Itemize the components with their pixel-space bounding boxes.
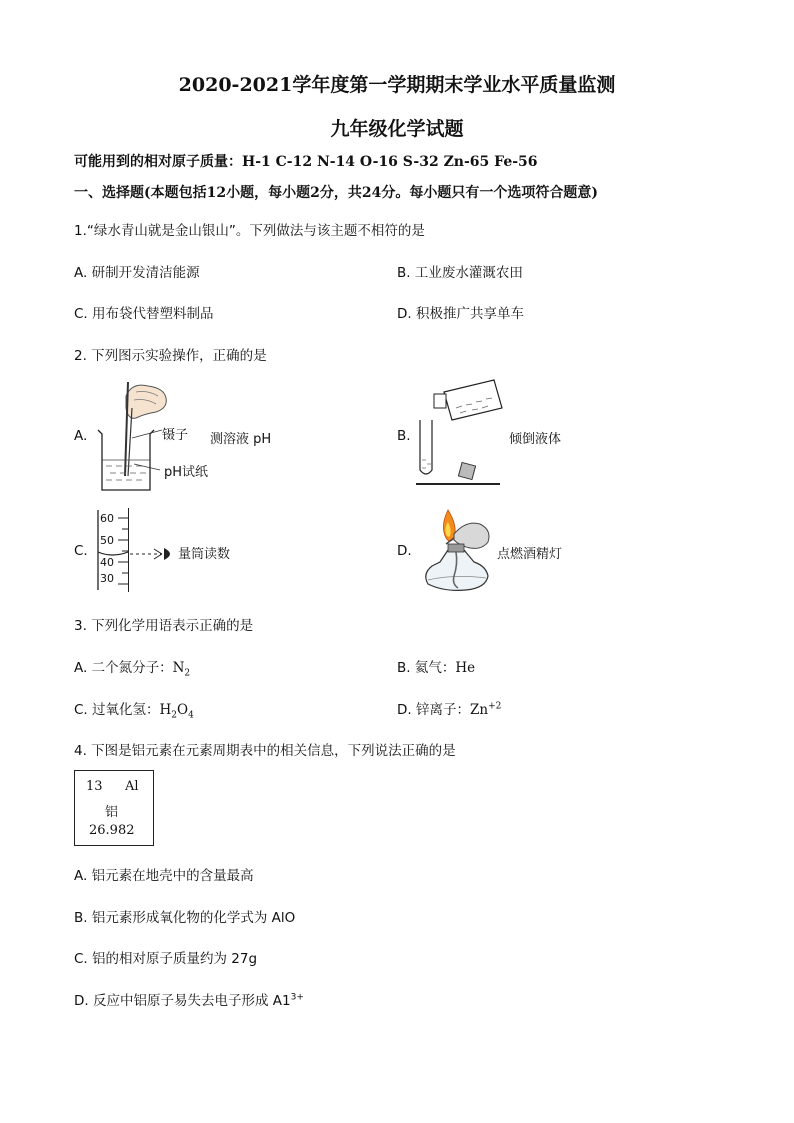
q3-option-d bbox=[397, 698, 501, 718]
q3-option-a-subscript: 2 bbox=[184, 668, 191, 679]
question-3-stem: 3. 下列化学用语表示正确的是 bbox=[74, 618, 254, 634]
q4-option-a: A. 铝元素在地壳中的含量最高 bbox=[74, 868, 254, 884]
q1-option-b: B. 工业废水灌溉农田 bbox=[397, 265, 523, 281]
q3-option-c-h: H bbox=[159, 702, 172, 718]
q2-option-d-letter: D. bbox=[397, 543, 412, 559]
cylinder-tick-60: 60 bbox=[100, 512, 114, 525]
q2-option-c-caption: 量筒读数 bbox=[178, 547, 231, 562]
q3-option-c-label: C. 过氧化氢： bbox=[74, 702, 160, 718]
question-2-stem: 2. 下列图示实验操作，正确的是 bbox=[74, 348, 267, 364]
element-symbol: Al bbox=[125, 779, 139, 794]
q2-option-a-caption: 测溶液 pH bbox=[210, 432, 272, 447]
q1-option-a: A. 研制开发清洁能源 bbox=[74, 265, 200, 281]
q4-option-b: B. 铝元素形成氧化物的化学式为 AlO bbox=[74, 910, 296, 926]
q3-option-b-label: B. 氦气： bbox=[397, 660, 456, 676]
q2-option-d-caption: 点燃酒精灯 bbox=[497, 547, 563, 562]
element-atomic-number: 13 bbox=[86, 779, 103, 794]
exam-title: 2020-2021学年度第一学期期末学业水平质量监测 bbox=[178, 74, 616, 96]
q3-option-c bbox=[74, 698, 194, 721]
q3-option-a-formula: N bbox=[172, 660, 185, 676]
q3-option-a-label: A. 二个氮分子： bbox=[74, 660, 173, 676]
q1-option-d: D. 积极推广共享单车 bbox=[397, 306, 524, 322]
q3-option-b bbox=[397, 656, 475, 676]
atomic-masses: 可能用到的相对原子质量：H-1 C-12 N-14 O-16 S-32 Zn-65 Fe-56 bbox=[74, 154, 538, 170]
q2-option-b-caption: 倾倒液体 bbox=[509, 432, 562, 447]
q4-option-d-charge: 3+ bbox=[290, 992, 304, 1003]
element-name: 铝 bbox=[105, 805, 119, 820]
ph-test-illustration bbox=[92, 378, 172, 496]
element-atomic-mass: 26.982 bbox=[89, 823, 135, 838]
q3-option-c-h-sub: 2 bbox=[171, 710, 178, 721]
q3-option-d-label: D. 锌离子： bbox=[397, 702, 470, 718]
section-heading: 一、选择题(本题包括12小题，每小题2分，共24分。每小题只有一个选项符合题意) bbox=[74, 185, 598, 201]
q3-option-a bbox=[74, 656, 190, 679]
meniscus-sightline bbox=[96, 510, 180, 590]
q1-option-c: C. 用布袋代替塑料制品 bbox=[74, 306, 214, 322]
q2-option-a-letter: A. bbox=[74, 428, 88, 444]
exam-subtitle: 九年级化学试题 bbox=[330, 118, 464, 140]
q3-option-d-formula: Zn bbox=[469, 702, 489, 718]
tweezers-label: 镊子 bbox=[162, 428, 189, 443]
pouring-liquid-illustration bbox=[410, 378, 505, 490]
q2-option-c-letter: C. bbox=[74, 543, 88, 559]
cylinder-tick-40: 40 bbox=[100, 556, 114, 569]
q4-option-d bbox=[74, 989, 304, 1009]
q3-option-b-formula: He bbox=[455, 660, 476, 676]
q3-option-d-charge: +2 bbox=[488, 701, 502, 712]
q2-option-b-letter: B. bbox=[397, 428, 411, 444]
ph-paper-label: pH试纸 bbox=[164, 465, 209, 480]
cylinder-tick-30: 30 bbox=[100, 572, 114, 585]
question-1-stem: 1.“绿水青山就是金山银山”。下列做法与该主题不相符的是 bbox=[74, 223, 425, 239]
q4-option-d-text: D. 反应中铝原子易失去电子形成 A1 bbox=[74, 993, 291, 1009]
alcohol-lamp-illustration bbox=[414, 504, 500, 596]
q3-option-c-o-sub: 4 bbox=[188, 710, 194, 721]
question-4-stem: 4. 下图是铝元素在元素周期表中的相关信息，下列说法正确的是 bbox=[74, 743, 456, 759]
cylinder-tick-50: 50 bbox=[100, 534, 114, 547]
q4-option-c: C. 铝的相对原子质量约为 27g bbox=[74, 951, 258, 967]
q3-option-c-o: O bbox=[177, 702, 189, 718]
